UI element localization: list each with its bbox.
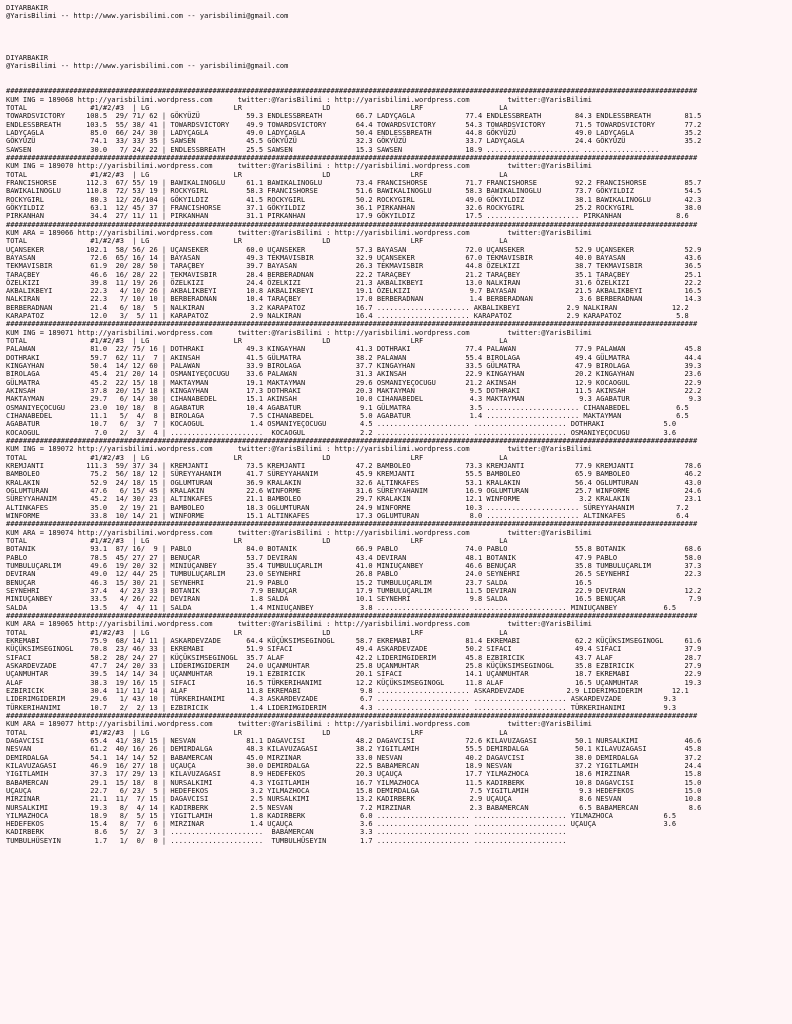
text-line bbox=[6, 21, 792, 29]
text-line: TEKMAVISBIR 61.9 20/ 28/ 50 | TARAÇBEY 39.7 BAYASAN 26.3 TEKMAVISBIR 44.8 ÖZELKIZI 38.7 TEKMAVISBIR 36.5 bbox=[6, 262, 702, 271]
text-line: DOTHRAKI 59.7 62/ 11/ 7 | AKINSAH 41.5 GÜLMATRA 38.2 PALAWAN 55.4 BIROLAGA 49.4 GÜLMATRA 44.4 bbox=[6, 353, 702, 362]
text-line: KUM ING = 189068 http://yarisbilimi.wordpress.com twitter:@YarisBilimi : http://yarisbilimi.wordpress.com twitter:@YarisBilimi bbox=[6, 95, 592, 104]
text-line: #################################################################################################################################################################### bbox=[6, 711, 698, 720]
text-line: TOTAL #1/#2/#3 | LG LR LD LRF LA bbox=[6, 337, 508, 346]
text-line: UÇAUÇA 22.7 6/ 23/ 5 | HEDEFEKOS 3.2 YILMAZHOCA 15.8 DEMIRDALGA 7.5 YIGITLAMIH 9.3 HEDEFEKOS 15.0 bbox=[6, 786, 702, 795]
text-line: MAKTAYMAN 29.7 6/ 14/ 30 | CIHANABEDEL 15.1 AKINSAH 10.0 CIHANABEDEL 4.3 MAKTAYMAN 9.3 AGABATUR 9.3 bbox=[6, 395, 702, 404]
text-line: TOTAL #1/#2/#3 | LG LR LD LRF LA bbox=[6, 537, 508, 545]
text-line: PIRKANHAN 34.4 27/ 11/ 11 | PIRKANHAN 31.1 PIRKANHAN 17.9 GÖKYILDIZ 17.5 ...................... PIRKANHAN 8.6 bbox=[6, 212, 689, 221]
text-line bbox=[6, 37, 792, 45]
text-line: ROCKYGIRL 80.3 12/ 26/104 | GÖKYILDIZ 41.5 ROCKYGIRL 50.2 ROCKYGIRL 49.0 GÖKYILDIZ 38.1 BAWIKALINOGLU 42.3 bbox=[6, 195, 702, 204]
text-line: OGLUMTURAN 47.6 6/ 15/ 45 | KRALAKIN 22.6 WINFORME 31.6 SÜREYYAHANIM 16.9 OGLUMTURAN 25.7 WINFORME 24.6 bbox=[6, 487, 702, 496]
text-line: FRANCISHORSE 112.3 67/ 55/ 19 | BAWIKALINOGLU 61.1 BAWIKALINOGLU 73.4 FRANCISHORSE 71.7 FRANCISHORSE 92.2 FRANCISHORSE 85.7 bbox=[6, 178, 702, 187]
text-line: KRALAKIN 52.9 24/ 18/ 15 | OGLUMTURAN 36.9 KRALAKIN 32.6 ALTINKAFES 53.1 KRALAKIN 56.4 OGLUMTURAN 43.0 bbox=[6, 478, 702, 487]
text-line: LIDERIMGIDERIM 29.6 1/ 43/ 10 | TÜRKERIHANIMI 4.3 ASKARDEVZADE 6.7 ...................... ...................... ASKARDEVZADE 9.3 bbox=[6, 695, 677, 704]
text-line: DEVIRAN 49.0 12/ 44/ 25 | TUMBULUÇARLIM 23.0 SEYNEHRI 26.8 PABLO 24.0 SEYNEHRI 26.5 SEYNEHRI 22.3 bbox=[6, 570, 702, 579]
text-line bbox=[6, 29, 792, 37]
text-line: KREMJANTI 111.3 59/ 37/ 34 | KREMJANTI 73.5 KREMJANTI 47.2 BAMBOLEO 73.3 KREMJANTI 77.9 KREMJANTI 78.6 bbox=[6, 462, 702, 471]
text-line: GÖKYILDIZ 63.1 12/ 45/ 37 | FRANCISHORSE 37.1 GÖKYILDIZ 36.1 PIRKANHAN 32.6 ROCKYGIRL 25.2 ROCKYGIRL 38.0 bbox=[6, 203, 702, 212]
text-line: BOTANIK 93.1 87/ 16/ 9 | PABLO 84.0 BOTANIK 66.9 PABLO 74.0 PABLO 55.8 BOTANIK 68.6 bbox=[6, 545, 702, 554]
text-line: BENUÇAR 46.3 15/ 30/ 21 | SEYNEHRI 21.9 PABLO 15.2 TUMBULUÇARLIM 23.7 SALDA 16.5 bbox=[6, 578, 592, 587]
text-line: AKINSAH 37.8 20/ 15/ 18 | KINGAYHAN 17.3 DOTHRAKI 20.3 MAKTAYMAN 9.5 DOTHRAKI 11.5 AKINSAH 22.2 bbox=[6, 387, 702, 396]
text-line: MINIUÇANBEY 33.5 4/ 26/ 22 | DEVIRAN 1.8 SALDA 10.1 SEYNEHRI 9.8 SALDA 16.5 BENUÇAR 7.9 bbox=[6, 595, 702, 604]
text-line: SÜREYYAHANIM 45.2 14/ 30/ 23 | ALTINKAFES 21.1 BAMBOLEO 29.7 KRALAKIN 12.1 WINFORME 3.2 KRALAKIN 23.1 bbox=[6, 495, 702, 504]
text-line: KUM ARA = 189065 http://yarisbilimi.wordpress.com twitter:@YarisBilimi : http://yarisbilimi.wordpress.com twitter:@YarisBilimi bbox=[6, 620, 592, 629]
text-line: GÖKYÜZÜ 74.1 33/ 33/ 35 | SAWSEN 45.5 GÖKYÜZÜ 32.3 GÖKYÜZÜ 33.7 LADYÇAGLA 24.4 GÖKYÜZÜ 35.2 bbox=[6, 137, 702, 146]
text-line: KINGAYHAN 50.4 14/ 12/ 60 | PALAWAN 33.9 BIROLAGA 37.7 KINGAYHAN 33.5 GÜLMATRA 47.9 BIROLAGA 39.3 bbox=[6, 362, 702, 371]
text-line: SEYNEHRI 37.4 4/ 23/ 33 | BOTANIK 7.9 BENUÇAR 17.9 TUMBULUÇARLIM 11.5 DEVIRAN 22.9 DEVIRAN 12.2 bbox=[6, 586, 702, 595]
text-line: TARAÇBEY 46.6 16/ 28/ 22 | TEKMAVISBIR 28.4 BERBERADNAN 22.2 TARAÇBEY 21.2 TARAÇBEY 35.1 TARAÇBEY 25.1 bbox=[6, 270, 702, 279]
text-line: KÜÇÜKSIMSEGINOGL 70.8 23/ 46/ 33 | EKREMABI 51.9 SIFACI 49.4 ASKARDEVZADE 50.2 SIFACI 49.4 SIFACI 37.9 bbox=[6, 645, 702, 654]
text-line: NALKIRAN 22.3 7/ 10/ 10 | BERBERADNAN 10.4 TARAÇBEY 17.0 BERBERADNAN 1.4 BERBERADNAN 3.6 BERBERADNAN 14.3 bbox=[6, 295, 702, 304]
text-line: BAYASAN 72.6 65/ 16/ 14 | BAYASAN 49.3 TEKMAVISBIR 32.9 UÇANSEKER 67.0 TEKMAVISBIR 40.0 BAYASAN 43.6 bbox=[6, 253, 702, 262]
text-line: KOCAOGUL 7.0 2/ 3/ 4 | ...................... KOCAOGUL 2.2 ...................... ...................... OSMANIYEÇOCUGU 3.6 bbox=[6, 428, 677, 437]
text-line: MIRZINAR 21.1 11/ 7/ 15 | DAGAVCISI 2.5 NURSALKIMI 13.2 KADIRBERK 2.9 UÇAUÇA 8.6 NESVAN 10.8 bbox=[6, 795, 702, 804]
text-line: NURSALKIMI 19.3 8/ 4/ 14 | KADIRBERK 2.5 NESVAN 7.2 MIRZINAR 2.3 BABAMERCAN 6.5 BABAMERCAN 8.6 bbox=[6, 803, 702, 812]
text-line: ASKARDEVZADE 47.7 24/ 20/ 33 | LIDERIMGIDERIM 24.0 UÇANMUHTAR 25.8 UÇANMUHTAR 25.8 KÜÇÜKSIMSEGINOGL 35.8 EZBIRICIK 27.9 bbox=[6, 661, 702, 670]
text-line: BAWIKALINOGLU 110.8 72/ 53/ 19 | ROCKYGIRL 58.3 FRANCISHORSE 51.6 BAWIKALINOGLU 58.3 BAWIKALINOGLU 73.7 GÖKYILDIZ 54.5 bbox=[6, 187, 702, 196]
text-line: ALTINKAFES 35.0 2/ 19/ 21 | BAMBOLEO 18.3 OGLUMTURAN 24.9 WINFORME 10.3 ...................... SÜREYYAHANIM 7.2 bbox=[6, 503, 689, 512]
text-line: NESVAN 61.2 40/ 16/ 26 | DEMIRDALGA 48.3 KILAVUZAGASI 38.2 YIGITLAMIH 55.5 DEMIRDALGA 50.1 KILAVUZAGASI 45.8 bbox=[6, 745, 702, 754]
text-line: #################################################################################################################################################################### bbox=[6, 437, 698, 446]
text-line: TOTAL #1/#2/#3 | LG LR LD LRF LA bbox=[6, 628, 508, 637]
text-line: KUM ARA = 189077 http://yarisbilimi.wordpress.com twitter:@YarisBilimi : http://yarisbilimi.wordpress.com twitter:@YarisBilimi bbox=[6, 720, 592, 729]
text-line: #################################################################################################################################################################### bbox=[6, 320, 698, 329]
text-line: CIHANABEDEL 11.1 5/ 4/ 8 | BIROLAGA 7.5 CIHANABEDEL 5.0 AGABATUR 1.4 ...................... MAKTAYMAN 6.5 bbox=[6, 412, 689, 421]
text-line: KUM ARA = 189074 http://yarisbilimi.wordpress.com twitter:@YarisBilimi : http://yarisbilimi.wordpress.com twitter:@YarisBilimi bbox=[6, 528, 592, 537]
text-line: PALAWAN 81.0 22/ 75/ 16 | DOTHRAKI 49.3 KINGAYHAN 41.3 DOTHRAKI 77.4 PALAWAN 77.9 PALAWAN 45.8 bbox=[6, 345, 702, 354]
text-line: TOTAL #1/#2/#3 | LG LR LD LRF LA bbox=[6, 237, 508, 246]
text-line: #################################################################################################################################################################### bbox=[6, 611, 698, 620]
text-line: TUMBULHÜSEYIN 1.7 1/ 0/ 0 | ...................... TUMBULHÜSEYIN 1.7 ...................... ...................... bbox=[6, 836, 567, 845]
text-line: @YarisBilimi -- http://www.yarisbilimi.com -- yarisbilimi@gmail.com bbox=[6, 12, 289, 21]
text-line: PABLO 78.5 45/ 27/ 27 | BENUÇAR 53.7 DEVIRAN 43.4 DEVIRAN 48.1 BOTANIK 47.9 PABLO 58.0 bbox=[6, 553, 702, 562]
text-line: KILAVUZAGASI 46.9 16/ 27/ 18 | UÇAUÇA 30.0 DEMIRDALGA 22.5 BABAMERCAN 18.9 NESVAN 37.2 YIGITLAMIH 24.4 bbox=[6, 761, 702, 770]
text-line: DIYARBAKIR bbox=[6, 53, 49, 62]
text-line: KUM ING = 189070 http://yarisbilimi.wordpress.com twitter:@YarisBilimi : http://yarisbilimi.wordpress.com twitter:@YarisBilimi bbox=[6, 162, 592, 171]
text-line: SALDA 13.5 4/ 4/ 11 | SALDA 1.4 MINIUÇANBEY 3.8 ...................... ...................... MINIUÇANBEY 6.5 bbox=[6, 603, 677, 612]
text-line: SIFACI 58.2 28/ 24/ 27 | KÜÇÜKSIMSEGINOGL 35.7 ALAF 42.2 LIDERIMGIDERIM 45.8 EZBIRICIK 43.7 ALAF 28.7 bbox=[6, 653, 702, 662]
text-line bbox=[6, 46, 792, 54]
text-line: BAMBOLEO 75.2 56/ 18/ 12 | SÜREYYAHANIM 41.7 SÜREYYAHANIM 45.9 KREMJANTI 55.5 BAMBOLEO 65.9 BAMBOLEO 46.2 bbox=[6, 470, 702, 479]
text-line: KARAPATOZ 12.0 3/ 5/ 11 | KARAPATOZ 2.9 NALKIRAN 16.4 ...................... KARAPATOZ 2.9 KARAPATOZ 5.8 bbox=[6, 312, 689, 321]
text-line: #################################################################################################################################################################### bbox=[6, 87, 698, 96]
text-line: TÜRKERIHANIMI 10.7 2/ 2/ 13 | EZBIRICIK 1.4 LIDERIMGIDERIM 4.3 ...................... ...................... TÜRKERIHANIMI 9.3 bbox=[6, 703, 677, 712]
text-line: UÇANSEKER 102.1 58/ 56/ 26 | UÇANSEKER 60.0 UÇANSEKER 57.3 BAYASAN 72.0 UÇANSEKER 52.9 UÇANSEKER 52.9 bbox=[6, 245, 702, 254]
text-line: DIYARBAKIR bbox=[6, 4, 49, 12]
text-line: GÜLMATRA 45.2 22/ 15/ 18 | MAKTAYMAN 19.1 MAKTAYMAN 29.6 OSMANIYEÇOCUGU 21.2 AKINSAH 12.9 KOCAOGUL 22.9 bbox=[6, 378, 702, 387]
text-line: DAGAVCISI 65.4 41/ 38/ 15 | NESVAN 81.1 DAGAVCISI 48.2 DAGAVCISI 72.6 KILAVUZAGASI 50.1 NURSALKIMI 46.6 bbox=[6, 736, 702, 745]
text-line: KUM ING = 189072 http://yarisbilimi.wordpress.com twitter:@YarisBilimi : http://yarisbilimi.wordpress.com twitter:@YarisBilimi bbox=[6, 445, 592, 454]
text-line: ENDLESSBREATH 103.5 55/ 38/ 41 | TOWARDSVICTORY 49.9 TOWARDSVICTORY 64.4 TOWARDSVICTORY 54.3 TOWARDSVICTORY 71.5 TOWARDSVICTORY 77.2 bbox=[6, 120, 702, 129]
text-line: #################################################################################################################################################################### bbox=[6, 520, 698, 529]
text-line: TOTAL #1/#2/#3 | LG LR LD LRF LA bbox=[6, 103, 508, 112]
text-line: YILMAZHOCA 18.9 8/ 5/ 15 | YIGITLAMIH 1.8 KADIRBERK 6.0 ...................... ...................... YILMAZHOCA 6.5 bbox=[6, 811, 677, 820]
text-line: BERBERADNAN 21.4 6/ 18/ 5 | NALKIRAN 3.2 KARAPATOZ 16.7 ...................... AKBALIKBEYI 2.9 NALKIRAN 12.2 bbox=[6, 303, 689, 312]
text-line: DEMIRDALGA 54.1 14/ 14/ 52 | BABAMERCAN 45.0 MIRZINAR 33.0 NESVAN 40.2 DAGAVCISI 38.0 DEMIRDALGA 37.2 bbox=[6, 753, 702, 762]
text-line: TOTAL #1/#2/#3 | LG LR LD LRF LA bbox=[6, 170, 508, 179]
text-line: BIROLAGA 45.4 21/ 20/ 14 | OSMANIYEÇOCUGU 33.6 PALAWAN 31.3 AKINSAH 22.9 KINGAYHAN 20.2 KINGAYHAN 23.6 bbox=[6, 370, 702, 379]
text-line: UÇANMUHTAR 39.5 14/ 14/ 34 | UÇANMUHTAR 19.1 EZBIRICIK 20.1 SIFACI 14.1 UÇANMUHTAR 18.7 EKREMABI 22.9 bbox=[6, 670, 702, 679]
text-line: AGABATUR 10.7 6/ 3/ 7 | KOCAOGUL 1.4 OSMANIYEÇOCUGU 4.5 ...................... ...................... DOTHRAKI 5.0 bbox=[6, 420, 677, 429]
text-line: LADYÇAGLA 85.0 66/ 24/ 30 | LADYÇAGLA 49.0 LADYÇAGLA 50.4 ENDLESSBREATH 44.8 GÖKYÜZÜ 49.0 LADYÇAGLA 35.2 bbox=[6, 128, 702, 137]
text-line: TUMBULUÇARLIM 49.6 19/ 20/ 32 | MINIUÇANBEY 35.4 TUMBULUÇARLIM 41.0 MINIUÇANBEY 46.6 BENUÇAR 35.8 TUMBULUÇARLIM 37.3 bbox=[6, 561, 702, 570]
text-line bbox=[6, 79, 792, 87]
text-line bbox=[6, 71, 792, 79]
text-line: YIGITLAMIH 37.3 17/ 29/ 13 | KILAVUZAGASI 8.9 HEDEFEKOS 20.3 UÇAUÇA 17.7 YILMAZHOCA 18.6 MIRZINAR 15.8 bbox=[6, 770, 702, 779]
text-line: EZBIRICIK 30.4 11/ 11/ 14 | ALAF 11.8 EKREMABI 9.8 ...................... ASKARDEVZADE 2.9 LIDERIMGIDERIM 12.1 bbox=[6, 686, 689, 695]
text-line: TOTAL #1/#2/#3 | LG LR LD LRF LA bbox=[6, 453, 508, 462]
text-line: AKBALIKBEYI 22.3 4/ 10/ 26 | AKBALIKBEYI 10.8 AKBALIKBEYI 19.1 ÖZELKIZI 9.7 BAYASAN 21.5 AKBALIKBEYI 16.5 bbox=[6, 287, 702, 296]
text-line: EKREMABI 75.9 68/ 14/ 11 | ASKARDEVZADE 64.4 KÜÇÜKSIMSEGINOGL 58.7 EKREMABI 81.4 EKREMABI 62.2 KÜÇÜKSIMSEGINOGL 61.6 bbox=[6, 636, 702, 645]
text-line: KUM ARA = 189066 http://yarisbilimi.wordpress.com twitter:@YarisBilimi : http://yarisbilimi.wordpress.com twitter:@YarisBilimi bbox=[6, 228, 592, 237]
text-line: #################################################################################################################################################################### bbox=[6, 153, 698, 162]
text-line: ÖZELKIZI 39.8 11/ 19/ 26 | ÖZELKIZI 24.4 ÖZELKIZI 21.3 AKBALIKBEYI 13.0 NALKIRAN 31.6 ÖZELKIZI 22.2 bbox=[6, 278, 702, 287]
text-line: #################################################################################################################################################################### bbox=[6, 220, 698, 229]
text-line: WINFORME 33.8 10/ 14/ 21 | WINFORME 15.1 ALTINKAFES 17.3 OGLUMTURAN 8.0 ...................... ALTINKAFES 6.4 bbox=[6, 512, 689, 521]
text-line: TOWARDSVICTORY 108.5 29/ 71/ 62 | GÖKYÜZÜ 59.3 ENDLESSBREATH 66.7 LADYÇAGLA 77.4 ENDLESSBREATH 84.3 ENDLESSBREATH 81.5 bbox=[6, 112, 702, 121]
text-line: OSMANIYEÇOCUGU 23.0 10/ 18/ 8 | AGABATUR 10.4 AGABATUR 9.1 GÜLMATRA 3.5 ...................... CIHANABEDEL 6.5 bbox=[6, 403, 689, 412]
text-line: BABAMERCAN 29.1 15/ 18/ 8 | NURSALKIMI 4.3 YIGITLAMIH 16.7 YILMAZHOCA 11.5 KADIRBERK 10.8 DAGAVCISI 15.0 bbox=[6, 778, 702, 787]
text-line: KADIRBERK 8.6 5/ 2/ 3 | ...................... BABAMERCAN 3.3 ...................... ...................... bbox=[6, 828, 567, 837]
text-line: TOTAL #1/#2/#3 | LG LR LD LRF LA bbox=[6, 728, 508, 737]
text-line: KUM ING = 189071 http://yarisbilimi.wordpress.com twitter:@YarisBilimi : http://yarisbilimi.wordpress.com twitter:@YarisBilimi bbox=[6, 328, 592, 337]
text-line: @YarisBilimi -- http://www.yarisbilimi.com -- yarisbilimi@gmail.com bbox=[6, 62, 289, 71]
text-line: SAWSEN 30.0 7/ 24/ 22 | ENDLESSBREATH 25.5 SAWSEN 15.3 SAWSEN 18.9 ...................... .................. bbox=[6, 145, 660, 154]
text-line: HEDEFEKOS 15.4 8/ 7/ 6 | MIRZINAR 1.4 UÇAUÇA 3.6 ...................... ...................... UÇAUÇA 3.6 bbox=[6, 820, 677, 829]
text-line: ALAF 38.3 19/ 16/ 15 | SIFACI 16.5 TÜRKERIHANIMI 12.2 KÜÇÜKSIMSEGINOGL 11.8 ALAF 16.5 UÇANMUHTAR 19.3 bbox=[6, 678, 702, 687]
